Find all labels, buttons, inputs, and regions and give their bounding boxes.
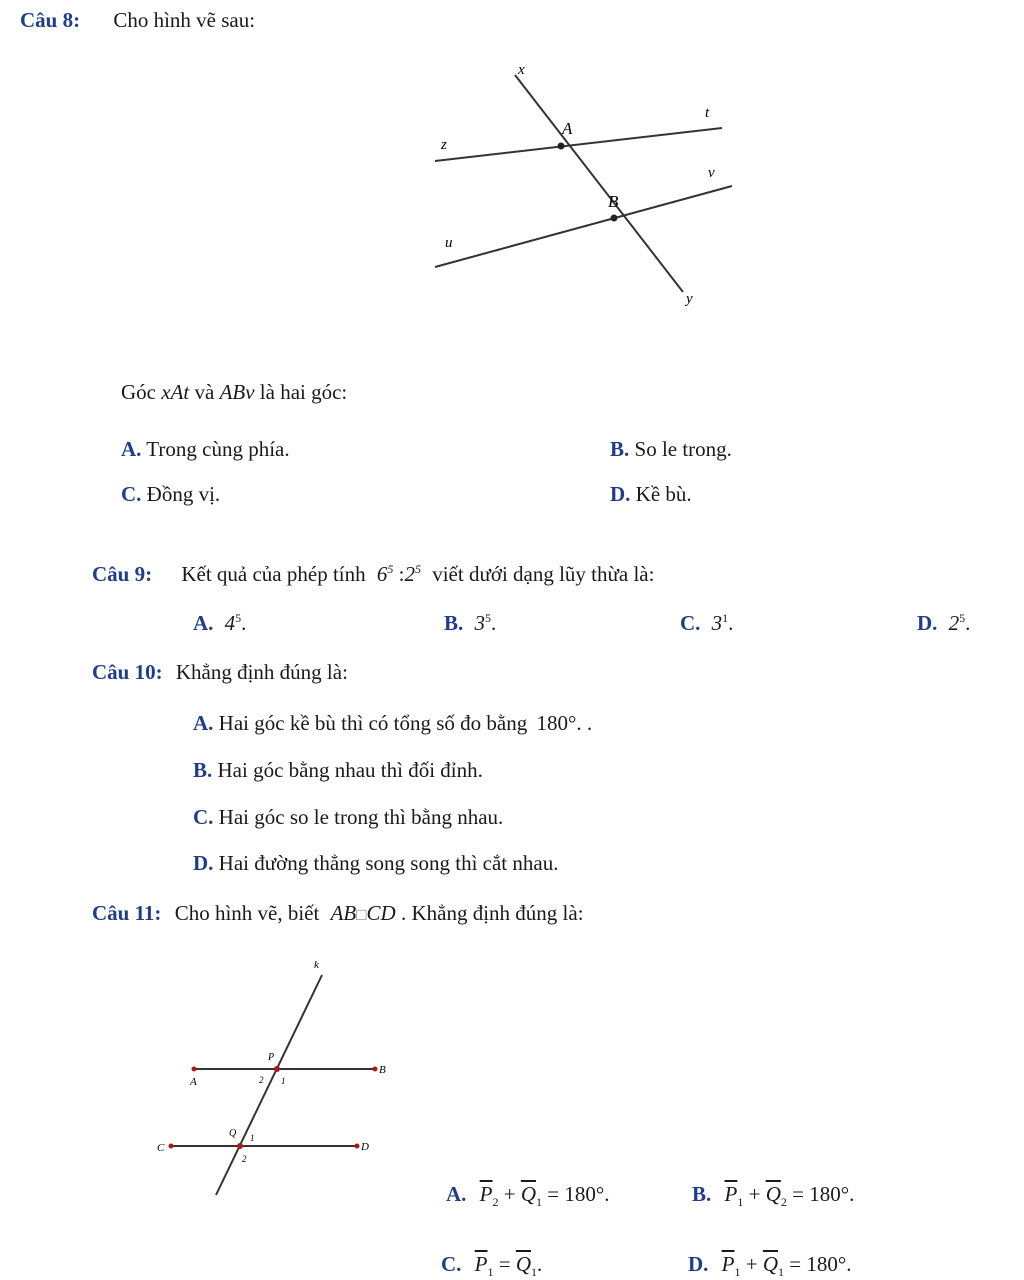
q11-line-k bbox=[216, 975, 322, 1195]
q8-line-xy bbox=[515, 75, 683, 292]
q11-point-C bbox=[169, 1144, 174, 1149]
q10-option-c-letter: C. bbox=[193, 805, 214, 829]
q9-option-b-exp: 5 bbox=[485, 611, 492, 625]
q8-angle-1: xAt bbox=[161, 380, 190, 404]
q9-text-pre: Kết quả của phép tính bbox=[181, 562, 366, 586]
q10-option-c-text: Hai góc so le trong thì bằng nhau. bbox=[218, 805, 504, 829]
q11-option-a-end: . bbox=[604, 1182, 610, 1206]
q10-option-b[interactable] bbox=[193, 758, 483, 783]
q11-label-B: B bbox=[379, 1064, 386, 1076]
q10-text: Khẳng định đúng là: bbox=[175, 660, 348, 684]
q11-option-d-s1: 1 bbox=[734, 1265, 741, 1280]
q11-option-b-s2: 2 bbox=[780, 1195, 787, 1210]
q11-label-k: k bbox=[314, 959, 319, 971]
q9-option-c-base: 3 bbox=[711, 611, 723, 635]
q10-option-d-text: Hai đường thẳng song song thì cắt nhau. bbox=[218, 851, 559, 875]
q8-prompt-pre: Góc bbox=[121, 380, 156, 404]
q11-option-d[interactable] bbox=[688, 1252, 852, 1280]
q9-label: Câu 9: bbox=[92, 562, 153, 586]
q8-option-c-text: Đồng vị. bbox=[146, 482, 221, 506]
q11-option-a-op: + bbox=[503, 1182, 516, 1206]
q11-option-d-t2: $\overline{Q}$ bbox=[762, 1252, 779, 1276]
q9-option-c-letter: C. bbox=[680, 611, 701, 635]
q11-option-b-t1: $\overline{P}$ bbox=[724, 1182, 738, 1206]
q11-point-P bbox=[274, 1066, 280, 1072]
q11-label: Câu 11: bbox=[92, 901, 162, 925]
q11-point-Q bbox=[237, 1143, 243, 1149]
q9-heading bbox=[92, 562, 654, 587]
q9-option-a[interactable]: A. $4^5$. bbox=[193, 611, 247, 635]
q11-option-b-end: . bbox=[849, 1182, 855, 1206]
q11-text-pre: Cho hình vẽ, biết bbox=[174, 901, 320, 925]
q8-label-x: x bbox=[518, 62, 525, 78]
q10-option-a-tail: . . bbox=[576, 711, 593, 735]
q8-label-A: A bbox=[562, 119, 573, 138]
q8-option-d-letter: D. bbox=[610, 482, 631, 506]
q11-option-b-s1: 1 bbox=[737, 1195, 744, 1210]
q9-base2: 2 bbox=[404, 562, 415, 586]
q11-option-c-rel: = bbox=[498, 1252, 511, 1276]
q8-label-y: y bbox=[686, 291, 693, 307]
q9-expression bbox=[377, 562, 426, 586]
q8-angle-2: ABv bbox=[219, 380, 255, 404]
q11-option-d-rel: = bbox=[789, 1252, 802, 1276]
q11-label-p1: 1 bbox=[281, 1076, 286, 1086]
q9-option-b-letter: B. bbox=[444, 611, 464, 635]
q11-heading bbox=[92, 901, 584, 926]
q9-option-d-base: 2 bbox=[948, 611, 960, 635]
q11-option-b-val: 180° bbox=[809, 1182, 850, 1206]
q11-option-c-t1: $\overline{P}$ bbox=[474, 1252, 488, 1276]
q8-figure bbox=[0, 0, 1024, 340]
q8-label-B: B bbox=[608, 192, 619, 211]
q8-label: Câu 8: bbox=[20, 8, 81, 32]
q11-option-d-val: 180° bbox=[806, 1252, 847, 1276]
q11-label-q1: 1 bbox=[250, 1133, 255, 1143]
q11-option-c-letter: C. bbox=[441, 1252, 462, 1276]
q11-option-a-letter: A. bbox=[446, 1182, 467, 1206]
q9-option-d-exp: 5 bbox=[959, 611, 966, 625]
q11-option-b-op: + bbox=[748, 1182, 761, 1206]
q8-text: Cho hình vẽ sau: bbox=[113, 8, 256, 32]
q11-option-c-s2: 1 bbox=[531, 1265, 538, 1280]
q11-option-b-letter: B. bbox=[692, 1182, 712, 1206]
q8-label-t: t bbox=[705, 105, 710, 121]
q9-option-c[interactable]: C. $3^1$. bbox=[680, 611, 734, 635]
q10-option-a-math: 180° bbox=[536, 711, 577, 735]
q11-label-q2: 2 bbox=[242, 1154, 247, 1164]
q11-option-c[interactable] bbox=[441, 1252, 542, 1280]
q11-text-post: . Khẳng định đúng là: bbox=[400, 901, 584, 925]
q9-option-b-base: 3 bbox=[474, 611, 486, 635]
q9-text-post: viết dưới dạng lũy thừa là: bbox=[432, 562, 655, 586]
q11-option-d-letter: D. bbox=[688, 1252, 709, 1276]
q11-option-d-end: . bbox=[846, 1252, 852, 1276]
q9-option-d-letter: D. bbox=[917, 611, 938, 635]
q11-option-a-t2: $\overline{Q}$ bbox=[520, 1182, 537, 1206]
q10-label: Câu 10: bbox=[92, 660, 163, 684]
q11-label-p2: 2 bbox=[259, 1075, 264, 1085]
q10-option-d[interactable] bbox=[193, 851, 558, 876]
q9-option-a-letter: A. bbox=[193, 611, 214, 635]
q11-figure bbox=[0, 940, 420, 1210]
q8-label-u: u bbox=[445, 235, 453, 251]
q11-option-c-t2: $\overline{Q}$ bbox=[515, 1252, 532, 1276]
q8-label-v: v bbox=[708, 165, 715, 181]
q11-point-A bbox=[192, 1067, 197, 1072]
q11-option-c-end: . bbox=[537, 1252, 543, 1276]
q8-option-b-text: So le trong. bbox=[634, 437, 732, 461]
q9-option-c-exp: 1 bbox=[722, 611, 729, 625]
q11-math-ab: AB bbox=[330, 901, 357, 925]
q11-option-b-t2: $\overline{Q}$ bbox=[765, 1182, 781, 1206]
q9-option-a-base: 4 bbox=[224, 611, 236, 635]
q10-option-d-letter: D. bbox=[193, 851, 214, 875]
q11-label-A: A bbox=[190, 1076, 197, 1088]
q8-option-a[interactable] bbox=[121, 437, 290, 462]
q11-label-Q: Q bbox=[229, 1128, 237, 1139]
q8-point-B bbox=[611, 215, 618, 222]
q8-option-a-text: Trong cùng phía. bbox=[146, 437, 290, 461]
q9-option-a-exp: 5 bbox=[235, 611, 242, 625]
q9-exp1: 5 bbox=[387, 562, 394, 576]
q11-label-D: D bbox=[361, 1141, 369, 1153]
q10-heading bbox=[92, 660, 348, 685]
q8-line-uv bbox=[435, 186, 732, 267]
q8-prompt-mid: và bbox=[194, 380, 215, 404]
q11-point-B bbox=[373, 1067, 378, 1072]
q11-option-d-s2: 1 bbox=[778, 1265, 785, 1280]
q9-option-b[interactable]: B. $3^5$. bbox=[444, 611, 497, 635]
q8-option-d[interactable] bbox=[610, 482, 692, 507]
q11-option-d-op: + bbox=[745, 1252, 758, 1276]
q10-option-a-text: Hai góc kề bù thì có tổng số đo bằng bbox=[218, 711, 528, 735]
q9-exp2: 5 bbox=[414, 562, 421, 576]
q8-prompt bbox=[121, 380, 347, 405]
q8-option-a-letter: A. bbox=[121, 437, 142, 461]
q8-prompt-post: là hai góc: bbox=[259, 380, 348, 404]
q11-label-C: C bbox=[157, 1142, 165, 1154]
q11-option-a-val: 180° bbox=[564, 1182, 605, 1206]
q11-option-c-s1: 1 bbox=[487, 1265, 494, 1280]
q11-option-a-t1: $\overline{P}$ bbox=[479, 1182, 493, 1206]
q11-option-a-s2: 1 bbox=[536, 1195, 543, 1210]
q8-option-b[interactable] bbox=[610, 437, 732, 462]
q9-op: : bbox=[398, 562, 405, 586]
q8-option-d-text: Kề bù. bbox=[635, 482, 692, 506]
q11-option-b[interactable] bbox=[692, 1182, 854, 1210]
q11-point-D bbox=[355, 1144, 360, 1149]
q9-option-d[interactable]: D. $2^5$. bbox=[917, 611, 971, 635]
q11-option-b-rel: = bbox=[792, 1182, 804, 1206]
q8-option-c[interactable] bbox=[121, 482, 220, 507]
q10-option-b-letter: B. bbox=[193, 758, 213, 782]
q11-math-cd: CD bbox=[366, 901, 396, 925]
q11-parallel-symbol: □ bbox=[356, 905, 367, 924]
q9-base1: 6 bbox=[376, 562, 388, 586]
q8-option-b-letter: B. bbox=[610, 437, 630, 461]
q11-option-a[interactable] bbox=[446, 1182, 610, 1210]
q10-option-c[interactable] bbox=[193, 805, 503, 830]
q11-option-a-s1: 2 bbox=[492, 1195, 499, 1210]
q8-label-z: z bbox=[441, 137, 447, 153]
q10-option-b-text: Hai góc bằng nhau thì đối đỉnh. bbox=[217, 758, 483, 782]
q8-option-c-letter: C. bbox=[121, 482, 142, 506]
q11-option-a-rel: = bbox=[547, 1182, 560, 1206]
q8-point-A bbox=[558, 143, 565, 150]
q11-label-P: P bbox=[268, 1052, 275, 1063]
q11-option-d-t1: $\overline{P}$ bbox=[721, 1252, 735, 1276]
q10-option-a[interactable] bbox=[193, 711, 592, 736]
q10-option-a-letter: A. bbox=[193, 711, 214, 735]
